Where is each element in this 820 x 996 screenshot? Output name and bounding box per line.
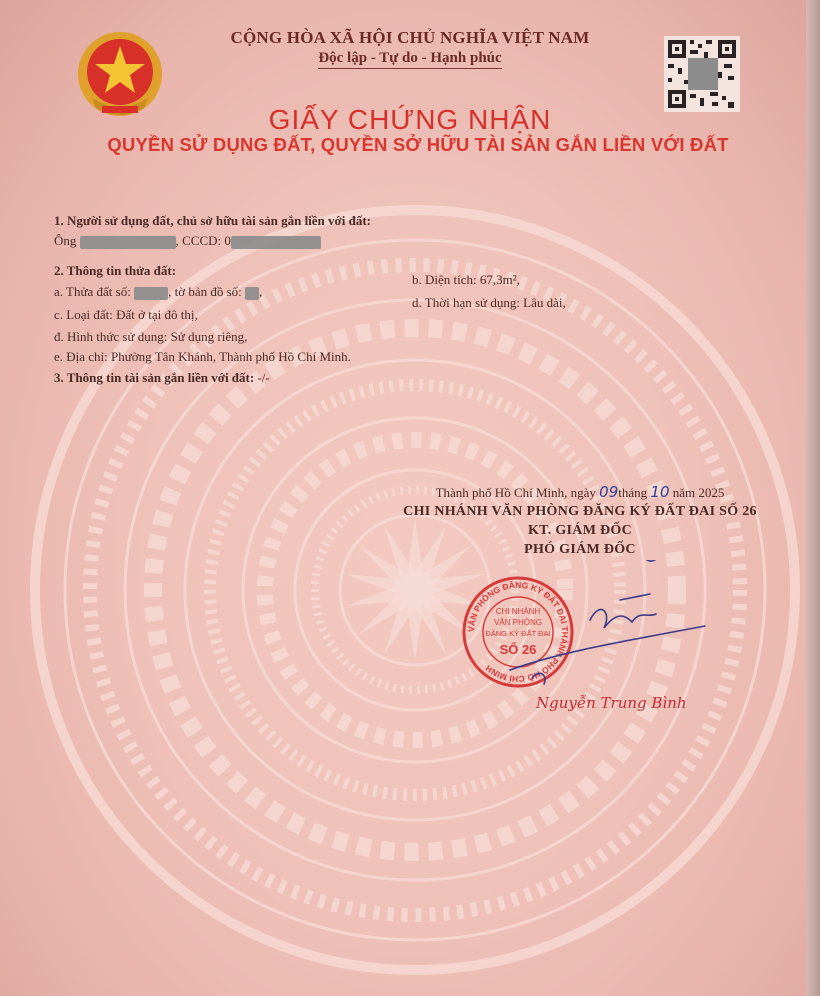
signer-name: Nguyễn Trung Bình: [536, 694, 687, 712]
map-sheet-label: , tờ bản đồ số:: [168, 284, 242, 299]
date-prefix: Thành phố Hồ Chí Minh, ngày: [435, 485, 596, 500]
issuing-office: CHI NHÁNH VĂN PHÒNG ĐĂNG KÝ ĐẤT ĐAI SỐ 26: [403, 504, 757, 519]
seal-ring-text: VĂN PHÒNG ĐĂNG KÝ ĐẤT ĐAI THÀNH PHỐ HỒ CHÍ MINH: [465, 579, 571, 685]
usage-form-line: đ. Hình thức sử dụng: Sử dụng riêng,: [54, 329, 248, 344]
handwritten-signature: [500, 560, 800, 740]
month-label: tháng: [618, 485, 648, 500]
seal-line-3: ĐĂNG KÝ ĐẤT ĐAI: [485, 629, 551, 638]
term-line: d. Thời hạn sử dụng: Lâu dài,: [412, 295, 566, 310]
parcel-line: a. Thửa đất số: , tờ bản đồ số: ,: [54, 284, 263, 299]
seal-line-2: VĂN PHÒNG: [493, 618, 543, 627]
section3-line: [54, 369, 270, 387]
deputy-director: PHÓ GIÁM ĐỐC: [524, 542, 636, 557]
owner-name-redacted: [80, 236, 176, 249]
address-line: e. Địa chỉ: Phường Tân Khánh, Thành phố Hồ Chí Minh.: [54, 349, 351, 364]
owner-line: [54, 232, 321, 250]
qr-code-icon: [664, 36, 740, 112]
year-label: năm 2025: [672, 485, 725, 500]
cccd-label: , CCCD: 0: [175, 233, 231, 248]
issue-date: [340, 483, 820, 501]
certificate-subtitle: QUYỀN SỬ DỤNG ĐẤT, QUYỀN SỞ HỮU TÀI SẢN GẮN LIỀN VỚI ĐẤT: [107, 134, 729, 155]
parcel-number-label: a. Thửa đất số:: [54, 284, 131, 299]
seal-line-1: CHI NHÁNH: [495, 607, 541, 616]
certificate-title: GIẤY CHỨNG NHẬN: [268, 104, 552, 135]
land-type-line: c. Loại đất: Đất ở tại đô thị,: [54, 307, 198, 322]
issue-day: 09: [599, 483, 619, 501]
national-header: [180, 28, 640, 69]
parcel-number-redacted: [134, 287, 168, 300]
map-sheet-redacted: [245, 287, 259, 300]
section3-heading: 3. Thông tin tài sản gắn liền với đất:: [54, 370, 255, 385]
nation-name: CỘNG HÒA XÃ HỘI CHỦ NGHĨA VIỆT NAM: [230, 28, 590, 47]
owner-prefix: Ông: [54, 233, 77, 248]
signature-block: [340, 483, 820, 558]
area-line: b. Diện tích: 67,3m²,: [412, 272, 520, 287]
national-motto: Độc lập - Tự do - Hạnh phúc: [318, 50, 501, 69]
seal-line-4: SỐ 26: [499, 642, 537, 657]
kt-director: KT. GIÁM ĐỐC: [527, 523, 633, 538]
section2-heading: 2. Thông tin thửa đất:: [54, 263, 177, 278]
section1-heading: 1. Người sử dụng đất, chủ sở hữu tài sản gắn liền với đất:: [54, 213, 371, 228]
section3-value: -/-: [257, 370, 270, 385]
cccd-number-redacted: [231, 236, 321, 249]
issue-month: 10: [650, 483, 670, 501]
